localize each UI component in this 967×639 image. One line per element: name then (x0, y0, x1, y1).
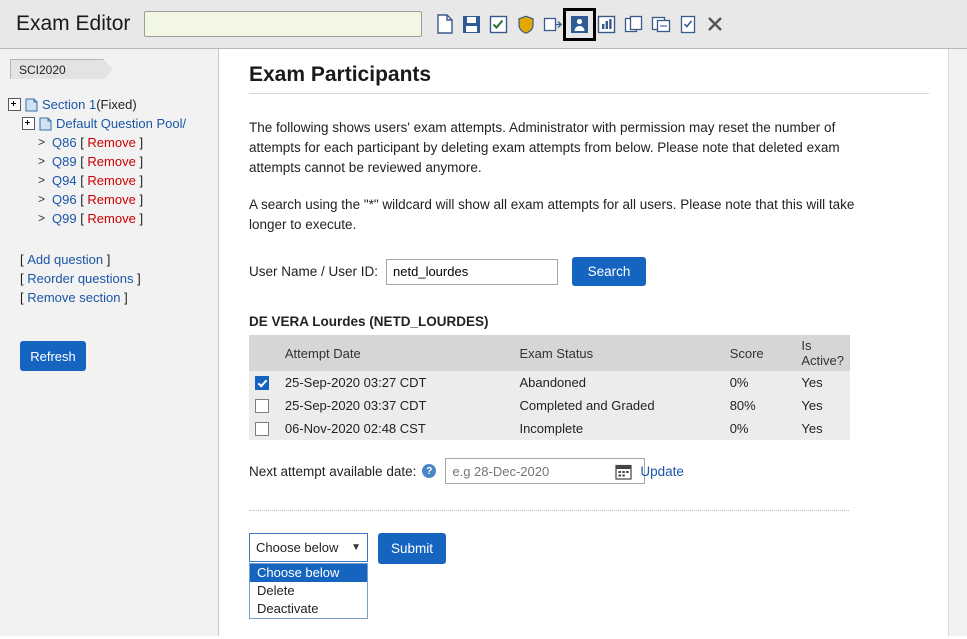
th-score: Score (724, 335, 796, 371)
row-checkbox[interactable] (255, 376, 269, 390)
th-select (249, 335, 279, 371)
bulk-action-selected-value: Choose below (256, 540, 339, 555)
help-icon[interactable]: ? (422, 464, 436, 478)
chevron-right-icon: > (38, 211, 46, 225)
refresh-button[interactable]: Refresh (20, 341, 86, 371)
submit-button[interactable]: Submit (378, 533, 446, 564)
next-attempt-label: Next attempt available date: (249, 463, 417, 479)
dropdown-option-delete[interactable]: Delete (257, 583, 295, 598)
remove-section-link[interactable]: Remove section (27, 290, 121, 305)
tree-link-question[interactable]: Q89 (52, 154, 77, 169)
app-title: Exam Editor (16, 12, 131, 35)
checklist-icon[interactable] (677, 14, 698, 35)
row-checkbox-cell[interactable] (249, 417, 279, 440)
title-divider (249, 93, 929, 94)
copy-icon[interactable] (623, 14, 644, 35)
add-question-link[interactable]: Add question (27, 252, 104, 267)
table-row (249, 371, 850, 394)
search-row (249, 257, 967, 286)
top-toolbar (0, 0, 967, 49)
search-input[interactable] (386, 259, 558, 285)
cell-is-active: Yes (795, 417, 850, 440)
chevron-down-icon: ▼ (351, 542, 361, 553)
shield-icon[interactable] (515, 14, 536, 35)
remove-section-row: [ Remove section ] (20, 290, 128, 305)
expand-icon[interactable] (8, 98, 21, 111)
section-divider (249, 510, 849, 511)
right-gutter (948, 49, 967, 639)
th-attempt-date: Attempt Date (279, 335, 514, 371)
tree-item-question[interactable]: > Q94 [ Remove ] (38, 173, 144, 188)
tree-item-question[interactable]: > Q89 [ Remove ] (38, 154, 144, 169)
tree-item-question[interactable]: > Q96 [ Remove ] (38, 192, 144, 207)
cell-attempt-date: 25-Sep-2020 03:37 CDT (279, 394, 514, 417)
row-checkbox-cell[interactable] (249, 371, 279, 394)
main-content (219, 49, 967, 639)
tree-item-default-question-pool[interactable] (8, 114, 218, 133)
add-question-row: [ Add question ] (20, 252, 111, 267)
cell-is-active: Yes (795, 371, 850, 394)
th-is-active: Is Active? (795, 335, 850, 371)
table-row (249, 394, 850, 417)
calendar-icon[interactable] (615, 463, 632, 480)
reorder-questions-row: [ Reorder questions ] (20, 271, 141, 286)
document-icon (25, 98, 38, 112)
tree-link-question[interactable]: Q96 (52, 192, 77, 207)
sidebar (0, 49, 219, 639)
reorder-questions-link[interactable]: Reorder questions (27, 271, 134, 286)
row-checkbox[interactable] (255, 422, 269, 436)
toolbar-buttons (434, 14, 725, 35)
duplicate-icon[interactable] (650, 14, 671, 35)
cell-exam-status: Incomplete (513, 417, 723, 440)
chevron-right-icon: > (38, 173, 46, 187)
cell-attempt-date: 25-Sep-2020 03:27 CDT (279, 371, 514, 394)
remove-question-link[interactable]: Remove (87, 154, 136, 169)
user-heading: DE VERA Lourdes (NETD_LOURDES) (249, 314, 489, 329)
bulk-action-dropdown[interactable] (249, 563, 368, 619)
cell-exam-status: Completed and Graded (513, 394, 723, 417)
tree-link-default-question-pool[interactable]: Default Question Pool/ (56, 116, 187, 131)
description-paragraph-1: The following shows users' exam attempts. Administrator with permission may reset the number of attempts for each participant by deleting exam attempts from below. Please note that deleted exam attempts cannot be reviewed anymore. (249, 120, 840, 175)
remove-question-link[interactable]: Remove (87, 173, 136, 188)
edit-check-icon[interactable] (488, 14, 509, 35)
chevron-right-icon: > (38, 154, 46, 168)
tree-link-question[interactable]: Q99 (52, 211, 77, 226)
cell-attempt-date: 06-Nov-2020 02:48 CST (279, 417, 514, 440)
sidebar-tab-exam[interactable] (10, 59, 104, 79)
expand-icon[interactable] (22, 117, 35, 130)
statistics-icon[interactable] (596, 14, 617, 35)
tree-item-question[interactable]: > Q99 [ Remove ] (38, 211, 144, 226)
sidebar-actions (0, 250, 218, 307)
save-icon[interactable] (461, 14, 482, 35)
tree-link-question[interactable]: Q94 (52, 173, 77, 188)
remove-question-link[interactable]: Remove (87, 192, 136, 207)
table-row (249, 417, 850, 440)
document-icon (39, 117, 52, 131)
cell-exam-status: Abandoned (513, 371, 723, 394)
bulk-action-row (249, 533, 967, 616)
next-attempt-row (249, 458, 967, 484)
chevron-right-icon: > (38, 192, 46, 206)
delete-icon[interactable] (704, 14, 725, 35)
remove-question-link[interactable]: Remove (87, 211, 136, 226)
question-tree (0, 95, 218, 228)
cell-score: 0% (724, 371, 796, 394)
tree-link-question[interactable]: Q86 (52, 135, 77, 150)
remove-question-link[interactable]: Remove (87, 135, 136, 150)
attempts-table (249, 335, 850, 440)
table-header-row (249, 335, 850, 371)
bulk-action-select[interactable] (249, 533, 368, 562)
exam-title-input[interactable] (144, 11, 422, 37)
tree-link-section-1[interactable]: Section 1 (42, 97, 97, 112)
search-button[interactable]: Search (572, 257, 646, 286)
row-checkbox[interactable] (255, 399, 269, 413)
search-label: User Name / User ID: (249, 264, 379, 279)
cell-score: 80% (724, 394, 796, 417)
row-checkbox-cell[interactable] (249, 394, 279, 417)
export-icon[interactable] (542, 14, 563, 35)
dropdown-option-choose-below[interactable]: Choose below (250, 564, 367, 582)
body-area (0, 49, 967, 639)
new-file-icon[interactable] (434, 14, 455, 35)
th-exam-status: Exam Status (513, 335, 723, 371)
sidebar-tab-label: SCI2020 (19, 62, 66, 77)
tree-item-question[interactable]: > Q86 [ Remove ] (38, 135, 144, 150)
chevron-right-icon: > (38, 135, 46, 149)
cell-score: 0% (724, 417, 796, 440)
cell-is-active: Yes (795, 394, 850, 417)
tree-suffix-section-1: (Fixed) (96, 97, 137, 112)
description-paragraph-2: A search using the "*" wildcard will show all exam attempts for all users. Please note that this will take longer to execute. (249, 197, 855, 232)
page-title: Exam Participants (249, 63, 432, 86)
update-link[interactable]: Update (640, 463, 684, 479)
tree-item-section-1[interactable] (8, 95, 218, 114)
participants-icon[interactable] (569, 14, 590, 35)
dropdown-option-deactivate[interactable]: Deactivate (257, 601, 319, 616)
